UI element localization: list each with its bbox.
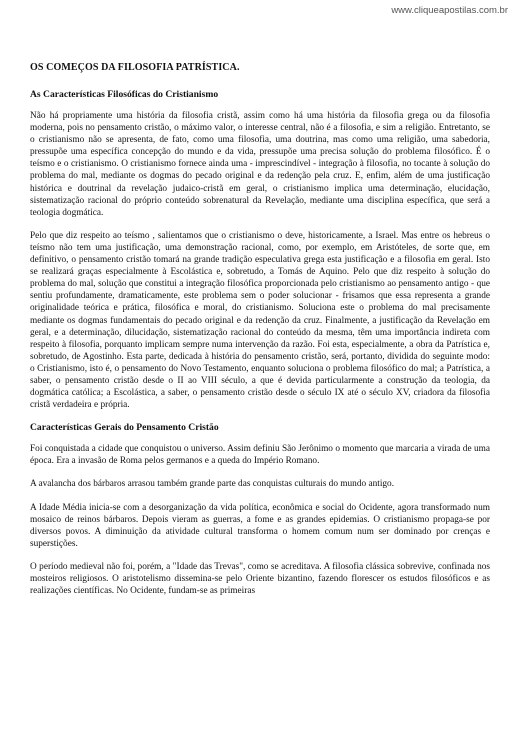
document-title: OS COMEÇOS DA FILOSOFIA PATRÍSTICA. — [30, 62, 240, 73]
paragraph: Não há propriamente uma história da filosofia cristã, assim como há uma história da filosofia grega ou da filosofia moderna, pois no pensamento cristão, o máximo valor, o interesse central, não é a filosofia, e sim a religião. Entretanto, se o cristianismo não se apresenta, de fato, como uma filosofia, uma doutrina, mas como uma religião, uma sabedoria, pressupõe uma específica concepção do mundo e da vida, pressupõe uma precisa solução do problema filosófico. É o teísmo e o cristianismo. O cristianismo fornece ainda uma - imprescindível - integração à filosofia, no tocante à solução do problema do mal, mediante os dogmas do pecado original e da redenção pela cruz. E, enfim, além de uma justificação histórica e doutrinal da revelação judaico-cristã em geral, o cristianismo implica uma determinação, elucidação, sistematização racional do próprio conteúdo sobrenatural da Revelação, mediante uma disciplina específica, que será a teologia dogmática. — [30, 111, 490, 218]
paragraph: A avalancha dos bárbaros arrasou também grande parte das conquistas culturais do mundo antigo. — [30, 479, 395, 490]
paragraph: Pelo que diz respeito ao teísmo , salientamos que o cristianismo o deve, historicamente, a Israel. Mas entre os hebreus o teísmo não tem uma justificação, uma demonstração racional, como, por exemplo, em Aristóteles, de sorte que, em definitivo, o pensamento cristão tomará na grande tradição especulativa grega esta justificação e a filosofia em geral. Isto se realizará graças especialmente à Escolástica e, sobretudo, a Tomás de Aquino. Pelo que diz respeito à solução do problema do mal, solução que constitui a integração filosófica proporcionada pelo cristianismo ao pensamento antigo - que sentiu profundamente, dramaticamente, este problema sem o poder solucionar - frisamos que essa representa a grande originalidade teórica e prática, filosófica e moral, do cristianismo. Soluciona este o problema do mal precisamente mediante os dogmas fundamentais do pecado original e da redenção da cruz. Finalmente, a justificação da Revelação em geral, e a determinação, dilucidação, sistematização racional do conteúdo da mesma, têm uma importância indireta com respeito à filosofia, porquanto implicam sempre numa intervenção da razão. Foi esta, especialmente, a obra da Patrística e, sobretudo, de Agostinho. Esta parte, dedicada à história do pensamento cristão, será, portanto, dividida do seguinte modo: o Cristianismo, isto é, o pensamento do Novo Testamento, enquanto soluciona o problema filosófico do mal; a Patrística, a saber, o pensamento cristão desde o II ao VIII século, a que é devida particularmente a construção da teologia, da dogmática católica; a Escolástica, a saber, o pensamento cristão desde o século IX até o século XV, criadora da filosofia cristã verdadeira e própria. — [30, 230, 490, 411]
paragraph: O período medieval não foi, porém, a "Idade das Trevas", como se acreditava. A filosofia clássica sobrevive, confinada nos mosteiros religiosos. O aristotelismo dissemina-se pelo Oriente bizantino, fazendo florescer os estudos filosóficos e as realizações científicas. No Ocidente, fundam-se as primeiras — [30, 561, 490, 597]
document-page — [30, 62, 490, 608]
paragraph: A Idade Média inicia-se com a desorganização da vida política, econômica e social do Ocidente, agora transformado num mosaico de reinos bárbaros. Depois vieram as guerras, a fome e as grandes epidemias. O cristianismo propaga-se por diversos povos. A diminuição da atividade cultural transforma o homem comum num ser dominado por crenças e superstições. — [30, 502, 490, 549]
section-heading-caracteristicas-filosoficas: As Características Filosóficas do Cristianismo — [30, 89, 219, 100]
section-heading-caracteristicas-gerais: Características Gerais do Pensamento Cristão — [30, 422, 219, 434]
site-watermark: www.cliqueapostilas.com.br — [391, 5, 508, 16]
paragraph: Foi conquistada a cidade que conquistou o universo. Assim definiu São Jerônimo o momento que marcaria a virada de uma época. Era a invasão de Roma pelos germanos e a queda do Império Romano. — [30, 444, 490, 467]
